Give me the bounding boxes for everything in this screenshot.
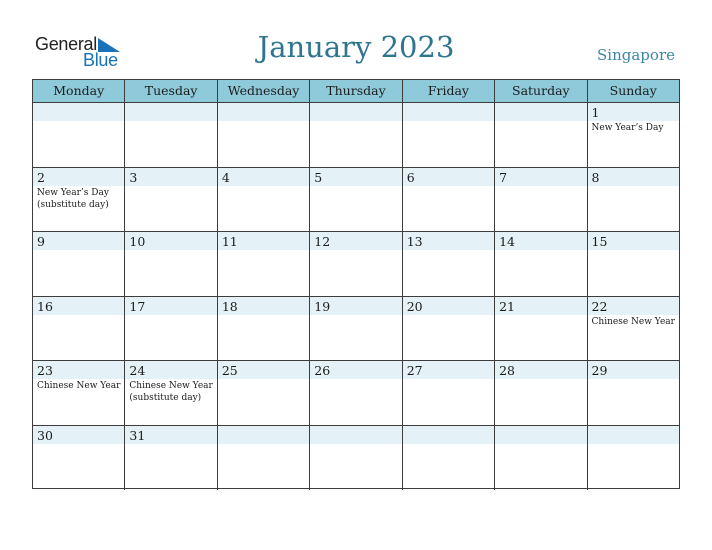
logo-text-blue: Blue [83, 50, 118, 70]
day-cell [33, 103, 125, 167]
day-cell [310, 168, 402, 232]
day-cell [403, 361, 495, 425]
day-number: 2 [37, 169, 45, 185]
day-number: 3 [129, 169, 138, 185]
week-row [33, 426, 679, 491]
day-number: 10 [129, 234, 146, 249]
day-cell [125, 361, 217, 425]
day-number-band [33, 103, 124, 121]
week-row [33, 103, 679, 168]
day-cell [588, 232, 679, 296]
day-number-band [33, 168, 124, 186]
day-number: 29 [591, 363, 608, 378]
day-number: 30 [37, 427, 53, 443]
weekday-header: Monday [33, 80, 125, 102]
day-number: 31 [129, 427, 146, 443]
weekday-header: Wednesday [218, 80, 310, 102]
day-number: 19 [314, 298, 331, 314]
day-number: 1 [591, 105, 600, 120]
country-label: Singapore [597, 46, 675, 64]
weekday-header: Thursday [310, 80, 402, 102]
holiday-label: New Year’s Day (substitute day) [37, 187, 109, 210]
day-cell [218, 361, 310, 425]
day-cell [218, 297, 310, 361]
day-cell [403, 168, 495, 232]
day-number-band [495, 426, 586, 444]
day-number: 17 [129, 298, 146, 314]
day-number: 8 [591, 169, 600, 185]
day-cell [588, 426, 679, 491]
day-number: 23 [37, 363, 53, 378]
day-cell [125, 168, 217, 232]
day-number-band [218, 168, 309, 186]
day-number: 11 [221, 234, 238, 249]
day-cell [495, 103, 587, 167]
day-number-band [310, 426, 401, 444]
day-number-band [218, 103, 309, 121]
day-cell [33, 168, 125, 232]
day-cell [125, 426, 217, 491]
day-cell [588, 168, 679, 232]
day-cell [125, 232, 217, 296]
day-number: 25 [221, 363, 238, 378]
day-number-band [495, 103, 586, 121]
day-number-band [125, 103, 216, 121]
weekday-header: Sunday [609, 83, 657, 98]
holiday-label: Chinese New Year [37, 381, 121, 391]
holiday-label: Chinese New Year (substitute day) [129, 381, 213, 403]
day-cell [33, 361, 125, 425]
weekday-header: Saturday [495, 80, 587, 102]
day-number-band [310, 103, 401, 121]
day-number: 27 [406, 363, 423, 378]
day-cell [310, 361, 402, 425]
day-number: 4 [221, 169, 230, 185]
day-cell [403, 103, 495, 167]
day-number: 14 [499, 234, 516, 249]
week-rows [33, 103, 679, 490]
day-cell [33, 232, 125, 296]
day-number: 24 [129, 363, 146, 378]
page-title: January 2023 [257, 30, 455, 64]
day-number: 21 [499, 298, 516, 314]
day-cell [495, 232, 587, 296]
day-number-band [310, 168, 401, 186]
week-row [33, 232, 679, 297]
day-number: 22 [591, 298, 608, 314]
day-number-band [403, 168, 494, 186]
day-cell [33, 297, 125, 361]
day-number-band [218, 426, 309, 444]
day-cell [403, 426, 495, 491]
day-number-band [588, 103, 679, 121]
day-cell [310, 103, 402, 167]
day-cell [310, 232, 402, 296]
day-cell [588, 103, 679, 167]
day-number: 28 [499, 363, 516, 378]
day-number: 26 [314, 363, 331, 378]
day-cell [310, 426, 402, 491]
day-cell [125, 297, 217, 361]
day-cell [218, 232, 310, 296]
weekday-header: Tuesday [125, 80, 217, 102]
day-number: 20 [406, 298, 423, 314]
holiday-label: New Year’s Day [591, 123, 664, 133]
day-number: 15 [591, 234, 608, 249]
day-cell [33, 426, 125, 491]
day-number-band [125, 168, 216, 186]
day-number: 12 [314, 234, 331, 249]
day-cell [495, 426, 587, 491]
weekday-header: Friday [403, 80, 495, 102]
day-cell [495, 297, 587, 361]
day-cell [588, 361, 679, 425]
day-number-band [588, 168, 679, 186]
day-cell [403, 297, 495, 361]
day-cell [218, 168, 310, 232]
calendar-grid [32, 79, 680, 489]
week-row [33, 361, 679, 426]
day-cell [218, 103, 310, 167]
day-number-band [33, 232, 124, 250]
day-cell [495, 361, 587, 425]
day-number-band [495, 168, 586, 186]
day-number: 13 [406, 234, 423, 249]
day-number: 18 [221, 298, 238, 314]
day-number: 5 [314, 169, 323, 185]
day-number: 7 [499, 169, 508, 185]
day-number-band [403, 426, 494, 444]
holiday-label: Chinese New Year [591, 316, 675, 327]
day-number-band [588, 426, 679, 444]
day-cell [125, 103, 217, 167]
logo-text-general: General [35, 34, 97, 54]
weekday-header-row [33, 80, 679, 103]
day-number-band [403, 103, 494, 121]
day-cell [218, 426, 310, 491]
week-row [33, 168, 679, 233]
day-number: 16 [37, 298, 53, 314]
day-cell [495, 168, 587, 232]
day-cell [588, 297, 679, 361]
day-cell [310, 297, 402, 361]
day-number: 6 [406, 169, 415, 185]
day-cell [403, 232, 495, 296]
day-number: 9 [37, 234, 45, 249]
week-row [33, 297, 679, 362]
